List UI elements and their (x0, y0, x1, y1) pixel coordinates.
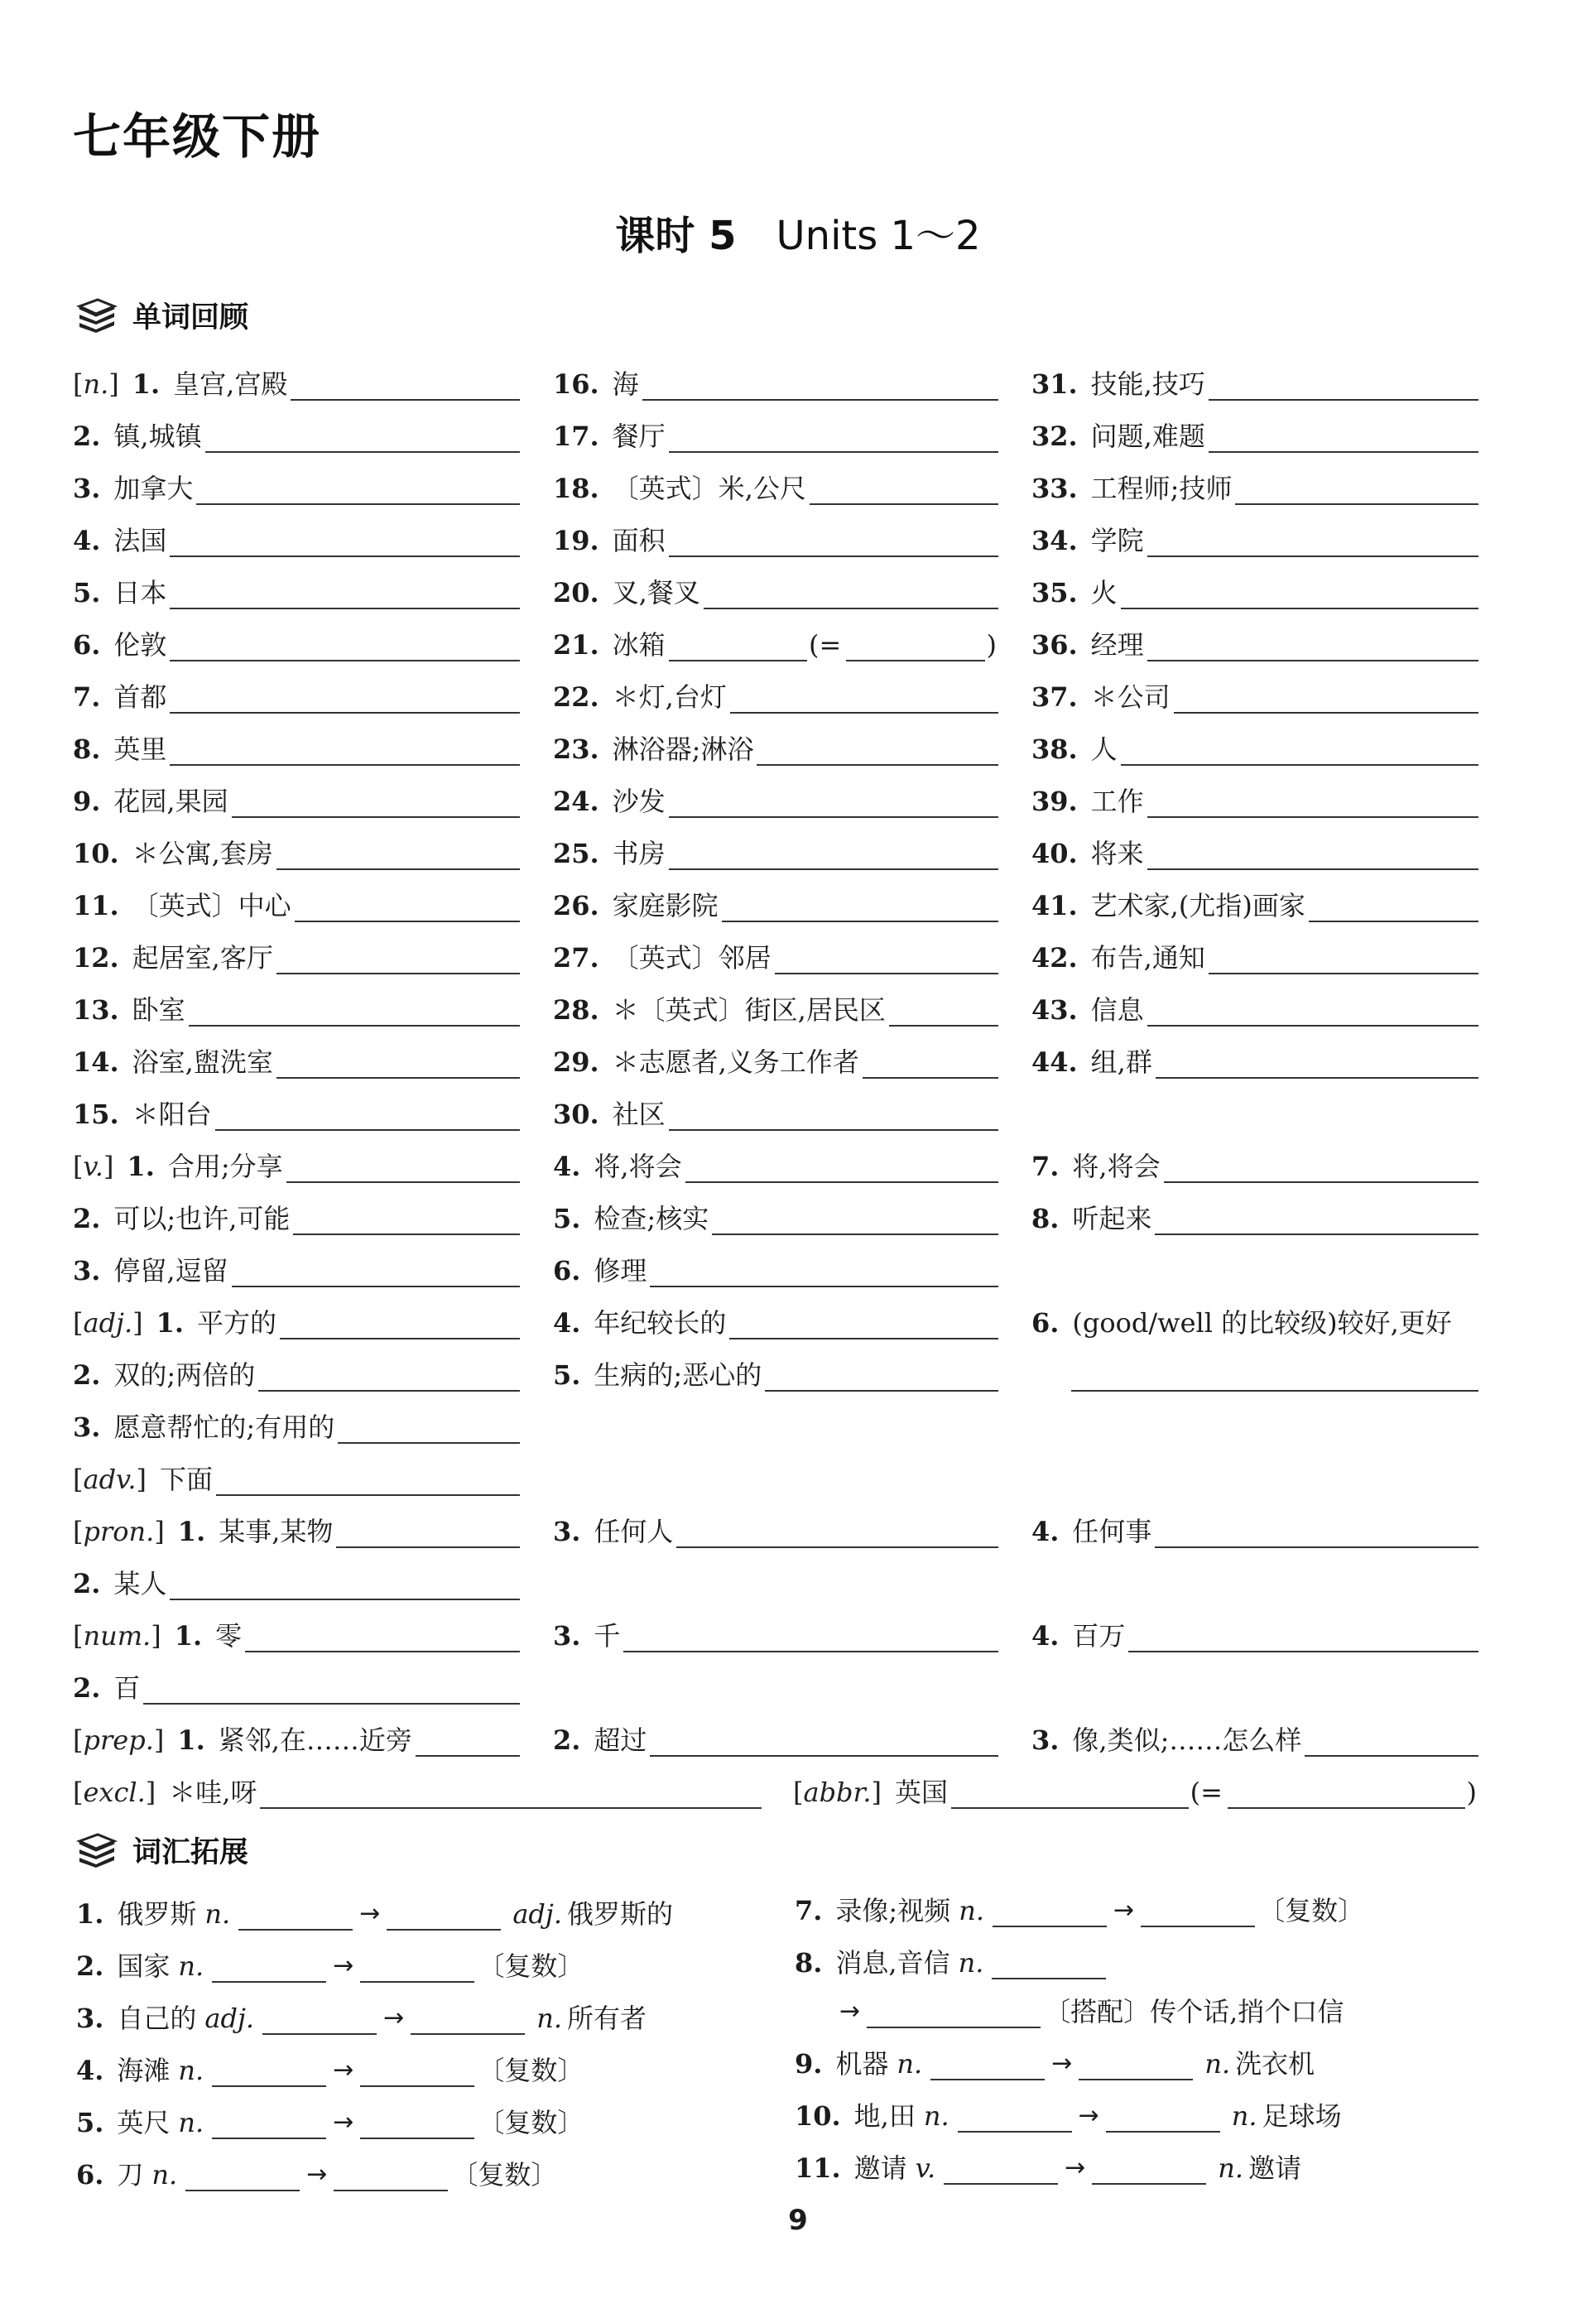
answer-blank[interactable] (387, 1901, 501, 1931)
adjective-answer-line (1068, 1350, 1478, 1392)
answer-blank[interactable] (757, 736, 998, 766)
lesson-label: 课时 5 (615, 213, 737, 259)
arrow-icon: → (1051, 2049, 1073, 2078)
preposition-item: 3. 像,类似;……怎么样 (1031, 1715, 1478, 1757)
pronoun-item: 2. 某人 (73, 1559, 520, 1600)
answer-blank[interactable] (262, 2005, 377, 2035)
answer-blank[interactable] (232, 1258, 520, 1287)
answer-blank[interactable] (729, 1310, 998, 1339)
expansion-item: 2. 国家 n. → 〔复数〕 (76, 1950, 584, 1982)
numeral-item: 3. 千 (553, 1611, 998, 1652)
noun-item: 17. 餐厅 (553, 411, 998, 453)
noun-item: 12. 起居室,客厅 (73, 933, 520, 974)
books-icon (76, 298, 118, 333)
answer-blank[interactable] (143, 1675, 520, 1705)
noun-item: 21. 冰箱 (= ) (553, 629, 997, 661)
numeral-item: 2. 百 (73, 1663, 520, 1705)
answer-blank[interactable] (215, 1101, 520, 1131)
expansion-item: 6. 刀 n. → 〔复数〕 (76, 2159, 558, 2191)
answer-blank[interactable] (334, 2162, 448, 2191)
expansion-item: 3. 自己的 adj. → n. 所有者 (76, 2003, 647, 2034)
answer-blank[interactable] (1141, 1897, 1255, 1927)
verb-item: [v.] 1. 合用;分享 (73, 1142, 520, 1183)
pos-tag: [abbr.] (793, 1777, 882, 1808)
expansion-item: 10. 地,田 n. → n. 足球场 (795, 2100, 1342, 2132)
answer-blank[interactable] (1147, 632, 1478, 661)
arrow-icon: → (1113, 1896, 1135, 1925)
answer-blank[interactable] (730, 684, 998, 714)
preposition-item: [prep.] 1. 紧邻,在……近旁 (73, 1715, 520, 1757)
answer-blank[interactable] (1305, 1727, 1478, 1757)
noun-item: 27. 〔英式〕邻居 (553, 933, 998, 974)
answer-blank[interactable] (416, 1727, 520, 1757)
answer-blank[interactable] (336, 1518, 520, 1548)
arrow-icon: → (359, 1899, 381, 1928)
noun-item: 43. 信息 (1031, 985, 1478, 1027)
answer-blank[interactable] (775, 945, 998, 974)
answer-blank[interactable] (669, 840, 998, 870)
answer-blank[interactable] (1164, 1153, 1478, 1183)
noun-item: 4. 法国 (73, 516, 520, 557)
adverb-item: [adv.] 下面 (73, 1455, 520, 1496)
section-title: 词汇拓展 (132, 1836, 249, 1869)
answer-blank[interactable] (276, 945, 520, 974)
answer-blank[interactable] (1106, 2103, 1220, 2133)
pos-tag: [n.] (73, 368, 119, 400)
noun-item: 39. 工作 (1031, 777, 1478, 818)
answer-blank[interactable] (810, 475, 998, 505)
adjective-item: 3. 愿意帮忙的;有用的 (73, 1402, 520, 1444)
expansion-item: 1. 俄罗斯 n. → adj. 俄罗斯的 (76, 1898, 674, 1930)
section-vocab-expansion (76, 1830, 248, 1871)
answer-blank[interactable] (216, 1466, 520, 1496)
answer-blank-alt[interactable] (1228, 1779, 1465, 1809)
answer-blank[interactable] (1128, 1623, 1478, 1652)
answer-blank[interactable] (669, 527, 998, 557)
lesson-title (0, 204, 1596, 261)
answer-blank[interactable] (1309, 892, 1478, 922)
noun-item: 36. 经理 (1031, 620, 1478, 661)
noun-item: 13. 卧室 (73, 985, 520, 1027)
answer-blank[interactable] (685, 1153, 998, 1183)
answer-blank[interactable] (205, 423, 520, 453)
noun-item: 40. 将来 (1031, 829, 1478, 870)
noun-item: 8. 英里 (73, 724, 520, 766)
noun-item: 19. 面积 (553, 516, 998, 557)
answer-blank[interactable] (1071, 1362, 1478, 1392)
pos-tag: [prep.] (73, 1724, 165, 1756)
arrow-icon: → (306, 2160, 328, 2189)
noun-item: 25. 书房 (553, 829, 998, 870)
answer-blank[interactable] (676, 1518, 998, 1548)
answer-blank[interactable] (1147, 788, 1478, 818)
answer-blank[interactable] (360, 2057, 474, 2087)
pronoun-item: [pron.] 1. 某事,某物 (73, 1507, 520, 1548)
answer-blank[interactable] (276, 840, 520, 870)
expansion-item-continued: → 〔搭配〕传个话,捎个口信 (839, 1996, 1344, 2027)
answer-blank[interactable] (170, 1570, 520, 1600)
expansion-item: 5. 英尺 n. → 〔复数〕 (76, 2107, 584, 2138)
arrow-icon: → (333, 2108, 354, 2137)
noun-item: 14. 浴室,盥洗室 (73, 1037, 520, 1079)
answer-blank[interactable] (1121, 736, 1478, 766)
answer-blank[interactable] (650, 1258, 998, 1287)
answer-blank[interactable] (623, 1623, 998, 1652)
answer-blank[interactable] (185, 2162, 300, 2191)
noun-item: 2. 镇,城镇 (73, 411, 520, 453)
books-icon (76, 1833, 118, 1868)
pos-tag: [adv.] (73, 1464, 147, 1495)
answer-blank[interactable] (1155, 1205, 1478, 1235)
noun-item: 35. 火 (1031, 568, 1478, 609)
numeral-item: [num.] 1. 零 (73, 1611, 520, 1652)
answer-blank[interactable] (669, 423, 998, 453)
adjective-item: 6. (good/well 的比较级)较好,更好 (1031, 1307, 1452, 1339)
noun-item: 33. 工程师;技师 (1031, 464, 1478, 505)
answer-blank[interactable] (992, 1950, 1106, 1979)
noun-item: 26. 家庭影院 (553, 881, 998, 922)
expansion-item: 9. 机器 n. → n. 洗衣机 (795, 2048, 1315, 2080)
answer-blank[interactable] (170, 580, 520, 609)
answer-blank[interactable] (958, 2103, 1072, 2133)
answer-blank[interactable] (1092, 2155, 1206, 2185)
answer-blank[interactable] (258, 1362, 520, 1392)
answer-blank[interactable] (704, 580, 998, 609)
answer-blank[interactable] (286, 1153, 520, 1183)
noun-item: 10. ＊公寓,套房 (73, 829, 520, 870)
noun-item: 28. ＊〔英式〕街区,居民区 (553, 985, 998, 1027)
answer-blank[interactable] (295, 892, 520, 922)
noun-item: 20. 叉,餐叉 (553, 568, 998, 609)
answer-blank[interactable] (669, 632, 807, 661)
answer-blank[interactable] (1235, 475, 1478, 505)
answer-blank[interactable] (276, 1049, 520, 1079)
noun-item: 7. 首都 (73, 672, 520, 714)
answer-blank[interactable] (1156, 1049, 1478, 1079)
verb-item: 6. 修理 (553, 1246, 998, 1287)
noun-item: 3. 加拿大 (73, 464, 520, 505)
noun-item: 6. 伦敦 (73, 620, 520, 661)
answer-blank[interactable] (669, 788, 998, 818)
answer-blank[interactable] (238, 1901, 353, 1931)
answer-blank[interactable] (867, 1998, 1041, 2028)
numeral-item: 4. 百万 (1031, 1611, 1478, 1652)
answer-blank[interactable] (1079, 2051, 1193, 2080)
noun-item: 30. 社区 (553, 1089, 998, 1131)
adjective-item: [adj.] 1. 平方的 (73, 1298, 520, 1339)
noun-item: 34. 学院 (1031, 516, 1478, 557)
expansion-item: 8. 消息,音信 n. (795, 1938, 1482, 1979)
answer-blank[interactable] (1209, 945, 1478, 974)
answer-blank[interactable] (360, 2109, 474, 2139)
answer-blank[interactable] (170, 632, 520, 661)
answer-blank[interactable] (1155, 1518, 1478, 1548)
answer-blank[interactable] (338, 1414, 520, 1444)
answer-blank[interactable] (765, 1362, 998, 1392)
answer-blank[interactable] (1147, 840, 1478, 870)
pronoun-item: 3. 任何人 (553, 1507, 998, 1548)
verb-item: 5. 检查;核实 (553, 1194, 998, 1235)
adjective-item: 5. 生病的;恶心的 (553, 1350, 998, 1392)
arrow-icon: → (333, 1951, 354, 1980)
answer-blank[interactable] (245, 1623, 520, 1652)
noun-item: 22. ＊灯,台灯 (553, 672, 998, 714)
abbreviation-item: [abbr.] 英国 (= ) (793, 1777, 1478, 1808)
pos-tag: [adj.] (73, 1307, 143, 1339)
answer-blank[interactable] (170, 527, 520, 557)
answer-blank[interactable] (170, 684, 520, 714)
answer-blank[interactable] (212, 2057, 326, 2087)
noun-item: [n.] 1. 皇宫,宫殿 (73, 359, 520, 401)
answer-blank[interactable] (232, 788, 520, 818)
answer-blank[interactable] (642, 371, 998, 401)
answer-blank[interactable] (1147, 527, 1478, 557)
answer-blank[interactable] (722, 892, 998, 922)
noun-item: 23. 淋浴器;淋浴 (553, 724, 998, 766)
page-number: 9 (788, 2204, 808, 2237)
noun-item: 31. 技能,技巧 (1031, 359, 1478, 401)
arrow-icon: → (383, 2003, 405, 2032)
answer-blank[interactable] (951, 1779, 1189, 1809)
verb-item: 2. 可以;也许,可能 (73, 1194, 520, 1235)
answer-blank[interactable] (212, 1953, 326, 1983)
pos-tag: [pron.] (73, 1516, 165, 1547)
verb-item: 4. 将,将会 (553, 1142, 998, 1183)
noun-item: 37. ＊公司 (1031, 672, 1478, 714)
noun-item: 5. 日本 (73, 568, 520, 609)
noun-item: 24. 沙发 (553, 777, 998, 818)
adjective-item: 4. 年纪较长的 (553, 1298, 998, 1339)
noun-item: 11. 〔英式〕中心 (73, 881, 520, 922)
pos-tag: [excl.] (73, 1777, 156, 1808)
verb-item: 3. 停留,逗留 (73, 1246, 520, 1287)
exclamation-item: [excl.] ＊哇,呀 (73, 1767, 762, 1809)
verb-item: 8. 听起来 (1031, 1194, 1478, 1235)
noun-item: 29. ＊志愿者,义务工作者 (553, 1037, 998, 1079)
preposition-item: 2. 超过 (553, 1715, 998, 1757)
answer-blank[interactable] (944, 2155, 1058, 2185)
section-title: 单词回顾 (132, 301, 249, 334)
pos-tag: [num.] (73, 1620, 161, 1652)
answer-blank[interactable] (291, 371, 520, 401)
answer-blank[interactable] (212, 2109, 326, 2139)
answer-blank[interactable] (1121, 580, 1478, 609)
pos-tag: [v.] (73, 1151, 114, 1182)
answer-blank[interactable] (1174, 684, 1478, 714)
noun-item: 16. 海 (553, 359, 998, 401)
noun-item: 44. 组,群 (1031, 1037, 1478, 1079)
answer-blank-alt[interactable] (846, 632, 984, 661)
answer-blank[interactable] (196, 475, 520, 505)
answer-blank[interactable] (170, 736, 520, 766)
pronoun-item: 4. 任何事 (1031, 1507, 1478, 1548)
answer-blank[interactable] (889, 997, 998, 1027)
answer-blank[interactable] (189, 997, 520, 1027)
noun-item: 18. 〔英式〕米,公尺 (553, 464, 998, 505)
noun-item: 38. 人 (1031, 724, 1478, 766)
expansion-item: 11. 邀请 v. → n. 邀请 (795, 2152, 1302, 2184)
answer-blank[interactable] (1209, 423, 1478, 453)
arrow-icon: → (839, 1997, 861, 2026)
expansion-item: 7. 录像;视频 n. → 〔复数〕 (795, 1895, 1365, 1926)
expansion-item: 4. 海滩 n. → 〔复数〕 (76, 2055, 584, 2086)
answer-blank[interactable] (669, 1101, 998, 1131)
answer-blank[interactable] (1209, 371, 1478, 401)
answer-blank[interactable] (1147, 997, 1478, 1027)
noun-item: 42. 布告,通知 (1031, 933, 1478, 974)
noun-item: 32. 问题,难题 (1031, 411, 1478, 453)
arrow-icon: → (1078, 2101, 1099, 2130)
answer-blank[interactable] (712, 1205, 998, 1235)
answer-blank[interactable] (260, 1779, 762, 1809)
verb-item: 7. 将,将会 (1031, 1142, 1478, 1183)
lesson-units: Units 1～2 (776, 213, 981, 259)
adjective-item: 2. 双的;两倍的 (73, 1350, 520, 1392)
answer-blank[interactable] (280, 1310, 520, 1339)
answer-blank[interactable] (360, 1953, 474, 1983)
answer-blank[interactable] (411, 2005, 525, 2035)
answer-blank[interactable] (650, 1727, 998, 1757)
noun-item: 41. 艺术家,(尤指)画家 (1031, 881, 1478, 922)
noun-item: 15. ＊阳台 (73, 1089, 520, 1131)
answer-blank[interactable] (863, 1049, 998, 1079)
answer-blank[interactable] (993, 1897, 1107, 1927)
arrow-icon: → (1065, 2153, 1086, 2182)
arrow-icon: → (333, 2056, 354, 2085)
section-word-review (76, 295, 248, 336)
grade-title: 七年级下册 (73, 108, 322, 165)
answer-blank[interactable] (930, 2051, 1045, 2080)
answer-blank[interactable] (293, 1205, 520, 1235)
noun-item: 9. 花园,果园 (73, 777, 520, 818)
